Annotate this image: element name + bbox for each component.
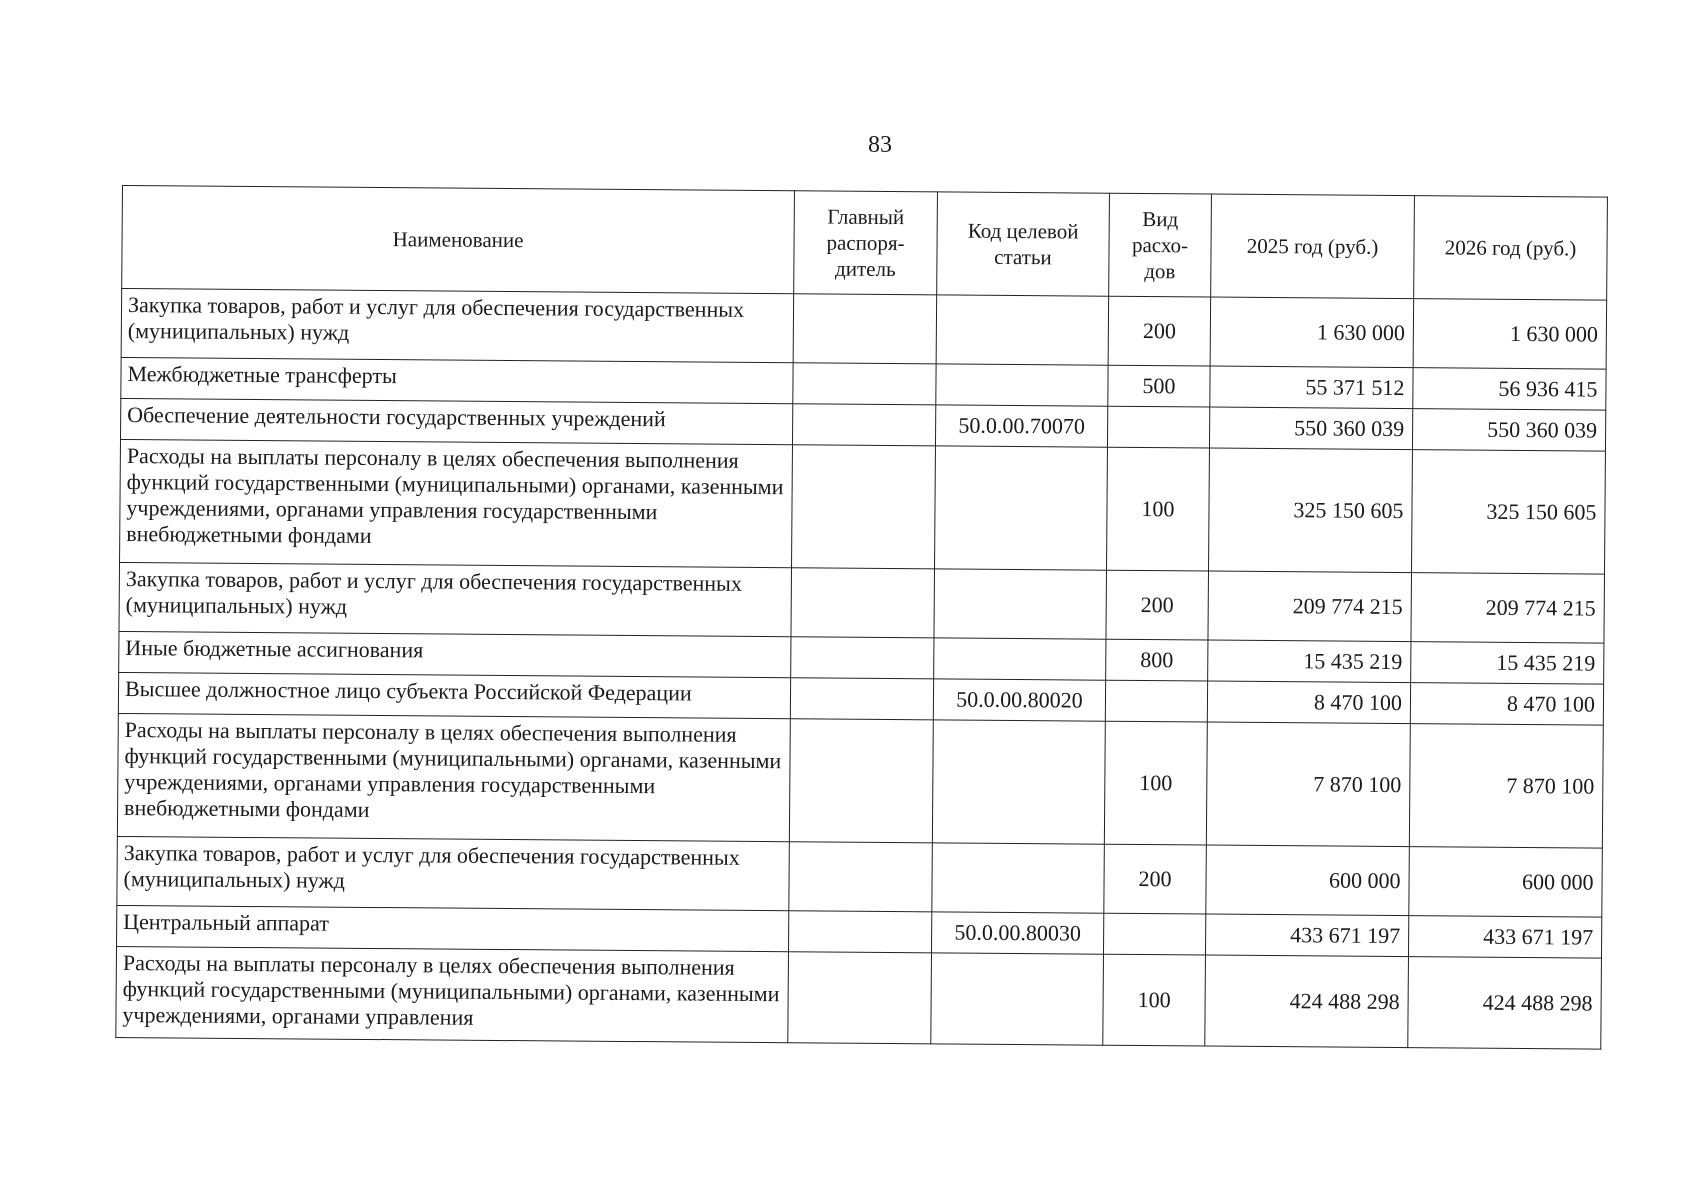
cell-amount-2026: 56 936 415 xyxy=(1413,368,1606,411)
header-row xyxy=(122,186,1608,301)
cell-target-code xyxy=(935,446,1108,570)
cell-target-code xyxy=(936,364,1108,406)
budget-table xyxy=(115,185,1608,1050)
cell-amount-2025: 433 671 197 xyxy=(1205,914,1408,957)
cell-manager xyxy=(793,363,936,405)
cell-amount-2026: 8 470 100 xyxy=(1410,683,1603,726)
cell-amount-2026: 7 870 100 xyxy=(1409,724,1603,849)
cell-manager xyxy=(789,842,933,912)
cell-amount-2025: 1 630 000 xyxy=(1210,297,1414,368)
cell-expense-type xyxy=(1103,913,1205,955)
cell-amount-2025: 7 870 100 xyxy=(1206,722,1410,847)
cell-target-code: 50.0.00.70070 xyxy=(935,405,1107,447)
budget-table-container xyxy=(115,185,1607,1050)
cell-manager xyxy=(793,294,937,364)
cell-target-code xyxy=(934,569,1107,639)
cell-amount-2025: 600 000 xyxy=(1206,845,1410,916)
cell-manager xyxy=(792,445,936,569)
cell-name: Закупка товаров, работ и услуг для обеспечения государственных (муниципальных) нужд xyxy=(119,562,792,636)
cell-name: Закупка товаров, работ и услуг для обеспечения государственных (муниципальных) нужд xyxy=(121,289,794,363)
cell-expense-type xyxy=(1105,680,1207,722)
cell-amount-2026: 1 630 000 xyxy=(1413,299,1607,370)
cell-name: Расходы на выплаты персоналу в целях обеспечения выполнения функций государственными (муниципальными) органами, казенными учреждениями, органами управления государственными внебюджетными фондами xyxy=(120,439,793,567)
cell-amount-2026: 600 000 xyxy=(1409,847,1603,918)
header-year-2025: 2025 год (руб.) xyxy=(1211,194,1415,299)
cell-name: Расходы на выплаты персоналу в целях обеспечения выполнения функций государственными (муниципальными) органами, казенными учреждениями, органами управления государственными внебюджетными фондами xyxy=(117,713,790,841)
cell-expense-type: 100 xyxy=(1104,721,1207,845)
cell-amount-2026: 550 360 039 xyxy=(1412,409,1605,452)
cell-amount-2026: 15 435 219 xyxy=(1411,642,1604,685)
cell-expense-type xyxy=(1107,406,1209,448)
table-row xyxy=(116,946,1602,1049)
cell-target-code xyxy=(932,720,1105,844)
cell-target-code xyxy=(934,638,1106,680)
header-manager: Главный распоря-дитель xyxy=(794,191,938,295)
table-row xyxy=(117,836,1602,917)
cell-target-code xyxy=(936,295,1109,365)
cell-expense-type: 100 xyxy=(1107,447,1210,571)
cell-name: Закупка товаров, работ и услуг для обеспечения государственных (муниципальных) нужд xyxy=(117,836,790,910)
cell-amount-2025: 325 150 605 xyxy=(1209,448,1413,573)
table-row xyxy=(119,562,1604,643)
cell-manager xyxy=(788,952,932,1044)
header-target-code: Код целевой статьи xyxy=(937,192,1110,296)
cell-name: Обеспечение деятельности государственных учреждений xyxy=(121,398,793,444)
cell-amount-2026: 433 671 197 xyxy=(1408,916,1601,959)
cell-target-code: 50.0.00.80020 xyxy=(933,679,1105,721)
cell-manager xyxy=(790,678,933,720)
cell-manager xyxy=(791,568,935,638)
page-number: 83 xyxy=(868,132,892,158)
header-name: Наименование xyxy=(122,186,795,294)
table-row xyxy=(121,289,1606,370)
cell-name: Иные бюджетные ассигнования xyxy=(119,631,791,677)
table-row xyxy=(120,439,1606,574)
cell-expense-type: 200 xyxy=(1108,296,1211,366)
cell-amount-2025: 209 774 215 xyxy=(1208,571,1412,642)
cell-amount-2025: 424 488 298 xyxy=(1205,955,1409,1048)
cell-name: Центральный аппарат xyxy=(117,905,789,951)
cell-manager xyxy=(792,404,935,446)
table-header xyxy=(122,186,1608,301)
table-body xyxy=(116,289,1607,1050)
cell-name: Высшее должностное лицо субъекта Российской Федерации xyxy=(118,672,790,718)
cell-amount-2025: 15 435 219 xyxy=(1208,640,1411,683)
table-row xyxy=(117,713,1603,848)
cell-target-code xyxy=(931,953,1104,1045)
cell-manager xyxy=(791,637,934,679)
header-year-2026: 2026 год (руб.) xyxy=(1414,196,1608,301)
cell-expense-type: 500 xyxy=(1108,365,1210,407)
cell-amount-2025: 55 371 512 xyxy=(1210,366,1413,409)
cell-amount-2025: 8 470 100 xyxy=(1207,681,1410,724)
cell-target-code xyxy=(932,843,1105,913)
cell-name: Расходы на выплаты персоналу в целях обеспечения выполнения функций государственными (муниципальными) органами, казенными учреждениями, органами управления xyxy=(116,946,789,1042)
header-expense-type: Вид расхо-дов xyxy=(1109,193,1212,297)
cell-amount-2026: 209 774 215 xyxy=(1411,573,1605,644)
cell-name: Межбюджетные трансферты xyxy=(121,357,793,403)
cell-manager xyxy=(789,719,933,843)
cell-expense-type: 200 xyxy=(1106,570,1209,640)
cell-expense-type: 100 xyxy=(1103,954,1206,1046)
cell-amount-2026: 424 488 298 xyxy=(1408,957,1602,1050)
cell-amount-2026: 325 150 605 xyxy=(1411,450,1605,575)
cell-amount-2025: 550 360 039 xyxy=(1209,407,1412,450)
cell-manager xyxy=(788,911,931,953)
cell-target-code: 50.0.00.80030 xyxy=(931,912,1103,954)
cell-expense-type: 200 xyxy=(1104,844,1207,914)
cell-expense-type: 800 xyxy=(1106,639,1208,681)
